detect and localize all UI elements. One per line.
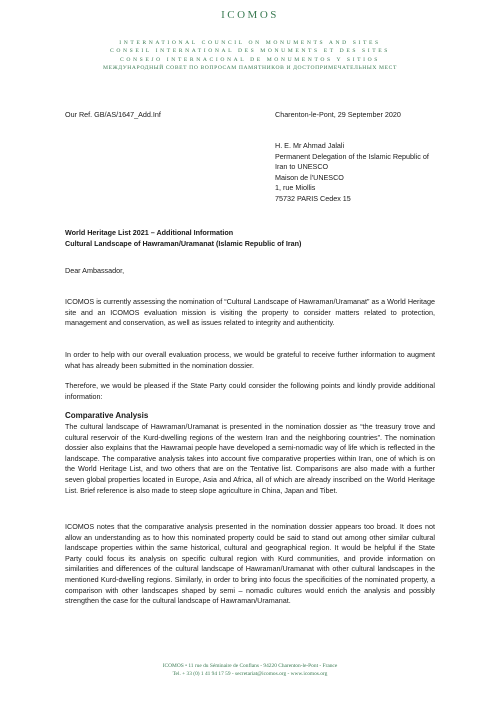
letterhead-line-spanish: CONSEJO INTERNACIONAL DE MONUMENTOS Y SITIOS (120, 56, 380, 63)
address-line: Maison de l'UNESCO (275, 172, 344, 182)
subject-heading (65, 228, 301, 249)
footer-address: ICOMOS • 11 rue du Séminaire de Conflans - 94220 Charenton-le-Pont - France (162, 663, 338, 669)
footer-contact: Tel. + 33 (0) 1 41 94 17 59 - secretariat@icomos.org - www.icomos.org (172, 671, 328, 677)
recipient-address (275, 141, 475, 205)
subject-line-1: World Heritage List 2021 – Additional Information (65, 228, 234, 237)
letterhead-line-russian: МЕЖДУНАРОДНЫЙ СОВЕТ ПО ВОПРОСАМ ПАМЯТНИКОВ И ДОСТОПРИМЕЧАТЕЛЬНЫХ МЕСТ (103, 64, 397, 71)
address-line: Permanent Delegation of the Islamic Republic of (275, 151, 429, 161)
reference-number: Our Ref. GB/AS/1647_Add.Inf (65, 110, 161, 119)
letterhead-line-french: CONSEIL INTERNATIONAL DES MONUMENTS ET DES SITES (110, 48, 390, 55)
paragraph-comparative-summary: The cultural landscape of Hawraman/Uramanat is presented in the nomination dossier as “the treasury trove and cultural reservoir of the Kurd-dwelling regions of the western Iran and the neighboring countries”. The nomination dossier also explains that the Hawramai people have developed a semi-nomadic way of life which is reflected in the landscape. The comparative analysis takes into account five comparative properties within Iran, one of which is on the World Heritage List, and two others that are on the Tentative list. Comparisons are also made with a further seven global properties located in Europe, Asia and Africa, all of which are already inscribed on the World Heritage List. Brief reference is also made to steep slope agriculture in China, Japan and Tibet. (65, 422, 435, 495)
letterhead-line-english: INTERNATIONAL COUNCIL ON MONUMENTS AND SITES (119, 40, 381, 46)
address-line: Iran to UNESCO (275, 162, 329, 172)
footer (0, 662, 500, 678)
address-line: H. E. Mr Ahmad Jalali (275, 141, 345, 150)
organization-name: ICOMOS (221, 9, 279, 21)
section-title-comparative-analysis: Comparative Analysis (65, 411, 149, 420)
letter-date: Charenton-le-Pont, 29 September 2020 (275, 110, 401, 119)
paragraph-request: In order to help with our overall evaluation process, we would be grateful to receive further information to augment what has already been submitted in the nomination dossier. (65, 350, 435, 370)
paragraph-comparative-notes: ICOMOS notes that the comparative analysis presented in the nomination dossier appears too broad. It does not allow an understanding as to how this nominated property could be said to stand out among other similar cultural landscape properties within the same historical, cultural and geographical region. It would be helpful if the State Party could focus its analysis on specific cultural region with Kurd communities, and provide information on similarities and differences of the cultural landscape of Hawraman/Uramanat with other cultural landscapes in the mentioned Kurd-dwelling regions. Similarly, in order to bring into focus the specificities of the nominated property, a comparison with other landscapes shaped by semi – nomadic cultures would enrich the analysis and possibly strengthen the case for the cultural landscape of Hawraman/Uramanat. (65, 522, 435, 606)
salutation: Dear Ambassador, (65, 266, 125, 275)
address-line: 75732 PARIS Cedex 15 (275, 193, 351, 203)
paragraph-intro: ICOMOS is currently assessing the nomination of “Cultural Landscape of Hawraman/Uramanat” as a World Heritage site and an ICOMOS evaluation mission is visiting the property to consider matters related to protection, management and conservation, as well as issues related to integrity and authenticity. (65, 297, 435, 328)
letterhead (0, 9, 500, 72)
paragraph-points: Therefore, we would be pleased if the State Party could consider the following points and kindly provide additional information: (65, 381, 435, 401)
address-line: 1, rue Miollis (275, 183, 316, 193)
subject-line-2: Cultural Landscape of Hawraman/Uramanat (Islamic Republic of Iran) (65, 238, 302, 248)
